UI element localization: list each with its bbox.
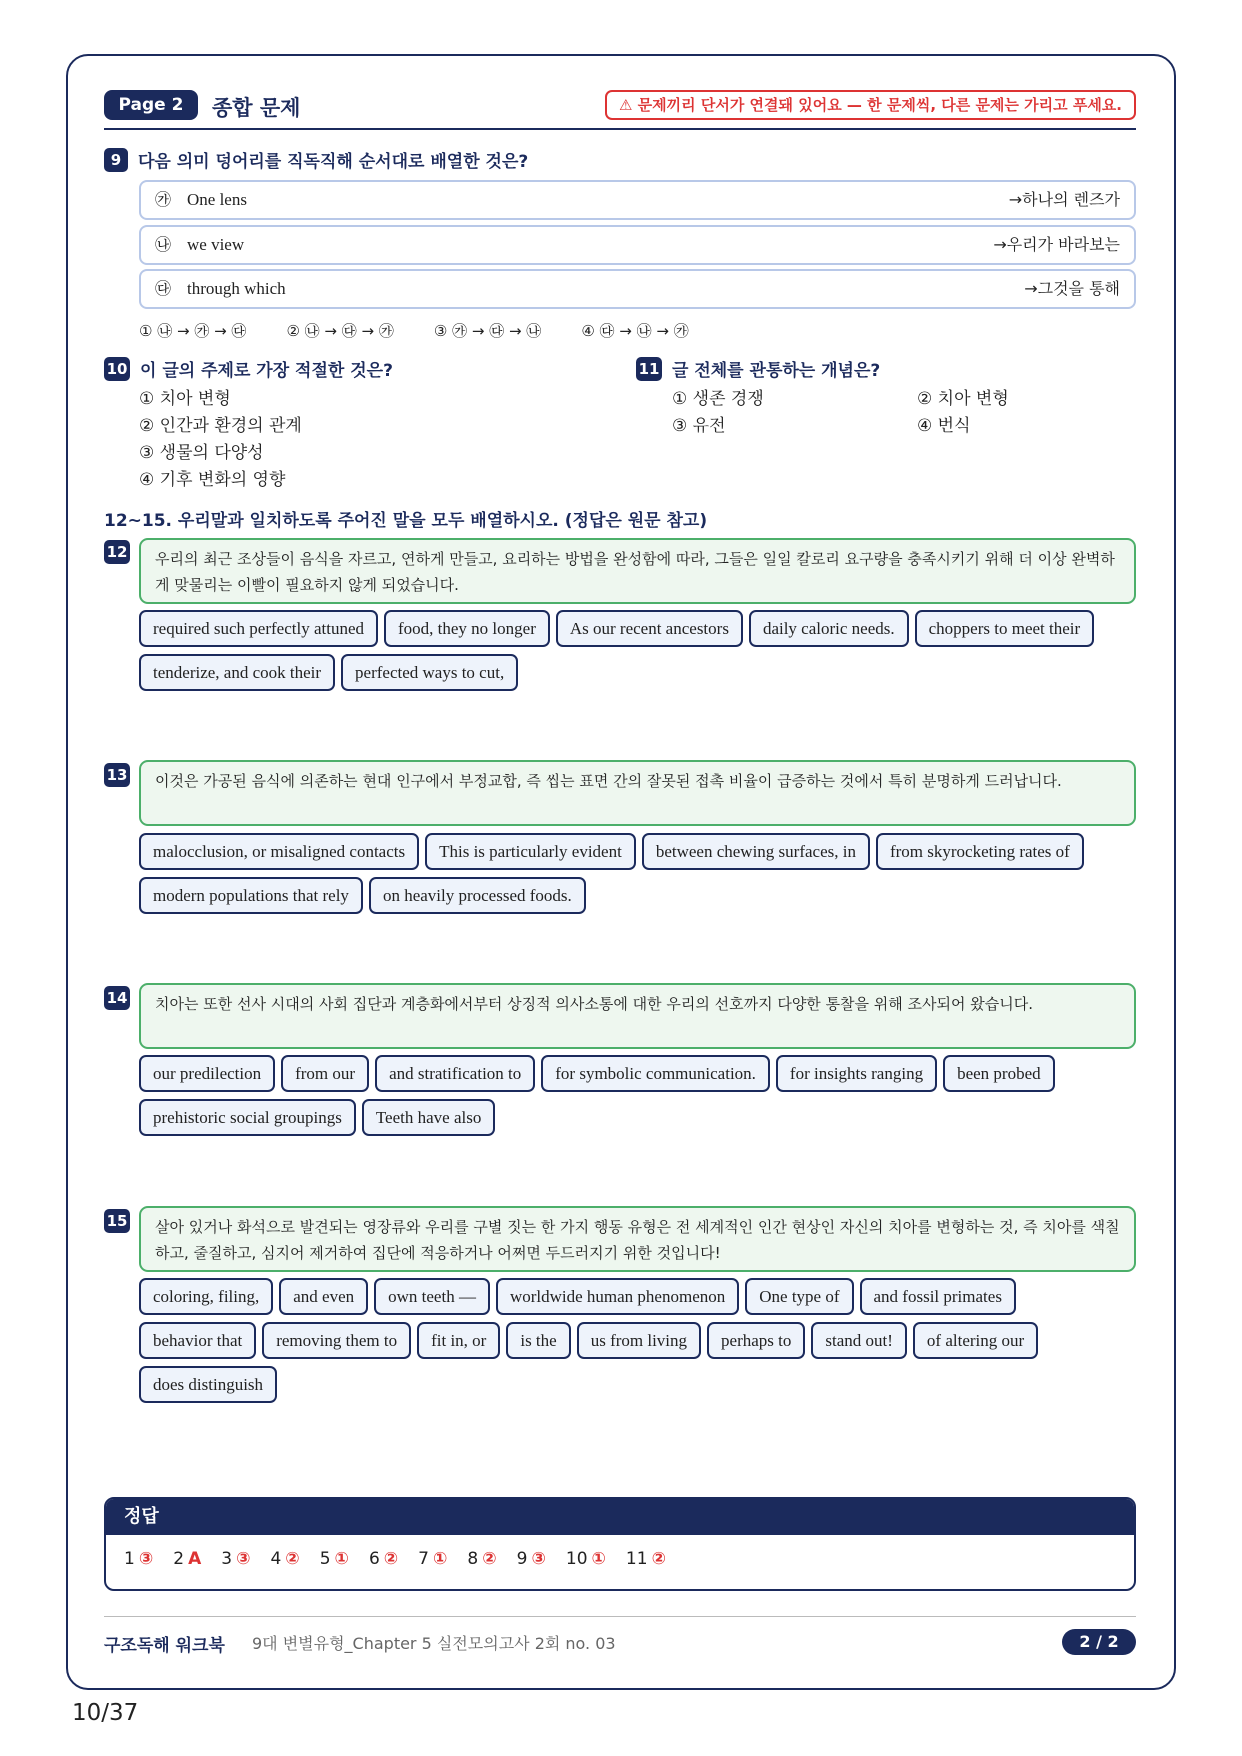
word-tile[interactable]: for insights ranging <box>776 1055 937 1092</box>
answer-item: 1 ③ <box>124 1549 154 1569</box>
answer-item: 10 ① <box>565 1549 606 1569</box>
word-tile[interactable]: and stratification to <box>375 1055 535 1092</box>
word-tile[interactable]: our predilection <box>139 1055 275 1092</box>
korean-sentence: 이것은 가공된 음식에 의존하는 현대 인구에서 부정교합, 즉 씹는 표면 간의 잘못된 접촉 비율이 급증하는 것에서 특히 분명하게 드러납니다. <box>139 760 1136 826</box>
answer-item: 4 ② <box>270 1549 300 1569</box>
word-tile[interactable]: been probed <box>943 1055 1055 1092</box>
chunk-mark: ㉯ <box>155 235 172 254</box>
chunk-mark: ㉰ <box>155 279 172 298</box>
page-badge: Page 2 <box>104 90 198 120</box>
answer-item: 5 ① <box>319 1549 349 1569</box>
question-number: 11 <box>636 357 662 381</box>
word-tile[interactable]: One type of <box>745 1278 853 1315</box>
word-tile[interactable]: for symbolic communication. <box>541 1055 770 1092</box>
page-header <box>104 90 1136 130</box>
answer-item: 8 ② <box>467 1549 497 1569</box>
question-11 <box>636 356 880 381</box>
word-tiles <box>139 1278 1139 1403</box>
korean-sentence: 살아 있거나 화석으로 발견되는 영장류와 우리를 구별 짓는 한 가지 행동 유형은 전 세계적인 인간 현상인 자신의 치아를 변형하는 것, 즉 치아를 색칠하고, 줄질하고, 심지어 제거하여 집단에 적응하거나 어쩌면 두드러지기 위한 것입니다! <box>139 1206 1136 1272</box>
page-counter: 10/37 <box>72 1700 139 1726</box>
word-tile[interactable]: daily caloric needs. <box>749 610 909 647</box>
word-tile[interactable]: fit in, or <box>417 1322 500 1359</box>
answer-item: 3 ③ <box>221 1549 251 1569</box>
option[interactable]: ④ 번식 <box>917 416 971 436</box>
word-tiles <box>139 610 1139 691</box>
chunk-mark: ㉮ <box>155 190 172 209</box>
word-tile[interactable]: perfected ways to cut, <box>341 654 518 691</box>
question-text: 글 전체를 관통하는 개념은? <box>672 361 881 381</box>
korean-sentence: 치아는 또한 선사 시대의 사회 집단과 계층화에서부터 상징적 의사소통에 대한 우리의 선호까지 다양한 통찰을 위해 조사되어 왔습니다. <box>139 983 1136 1049</box>
footer-description: 9대 변별유형_Chapter 5 실전모의고사 2회 no. 03 <box>252 1634 616 1653</box>
option[interactable]: ③ 생물의 다양성 <box>139 443 264 463</box>
option[interactable]: ② ㉯ → ㉰ → ㉮ <box>286 322 394 340</box>
option[interactable]: ④ 기후 변화의 영향 <box>139 470 286 490</box>
option[interactable]: ③ 유전 <box>672 416 726 436</box>
word-tile[interactable]: malocclusion, or misaligned contacts <box>139 833 419 870</box>
option[interactable]: ④ ㉰ → ㉯ → ㉮ <box>581 322 689 340</box>
word-tile[interactable]: Teeth have also <box>362 1099 496 1136</box>
word-tile[interactable]: own teeth — <box>374 1278 490 1315</box>
word-tile[interactable]: stand out! <box>811 1322 907 1359</box>
option[interactable]: ① 치아 변형 <box>139 389 231 409</box>
option[interactable]: ② 인간과 환경의 관계 <box>139 416 302 436</box>
word-tile[interactable]: removing them to <box>262 1322 411 1359</box>
word-tile[interactable]: perhaps to <box>707 1322 805 1359</box>
question-number: 15 <box>104 1209 130 1233</box>
question-number: 13 <box>104 763 130 787</box>
chunk-english: One lens <box>187 190 247 209</box>
instruction-text: 12~15. 우리말과 일치하도록 주어진 말을 모두 배열하시오. (정답은 원문 참고) <box>104 511 708 531</box>
word-tile[interactable]: This is particularly evident <box>425 833 636 870</box>
word-tile[interactable]: from skyrocketing rates of <box>876 833 1084 870</box>
answer-list <box>106 1535 1134 1569</box>
warning-banner: ⚠ 문제끼리 단서가 연결돼 있어요 — 한 문제씩, 다른 문제는 가리고 푸세요. <box>605 90 1136 120</box>
question-number: 14 <box>104 986 130 1010</box>
answer-key-title: 정답 <box>106 1499 1134 1535</box>
option[interactable]: ② 치아 변형 <box>917 389 1009 409</box>
section-title: 종합 문제 <box>212 96 301 120</box>
word-tile[interactable]: worldwide human phenomenon <box>496 1278 739 1315</box>
q10-options <box>139 386 302 494</box>
chunk-korean: →그것을 통해 <box>1024 279 1120 298</box>
question-9 <box>104 147 528 172</box>
word-tile[interactable]: choppers to meet their <box>915 610 1095 647</box>
chunk-row <box>139 269 1136 309</box>
word-tile[interactable]: and even <box>279 1278 368 1315</box>
answer-key <box>104 1497 1136 1591</box>
answer-item: 6 ② <box>368 1549 399 1569</box>
q9-options <box>139 320 689 341</box>
word-tile[interactable]: modern populations that rely <box>139 877 363 914</box>
question-10 <box>104 356 393 381</box>
q11-options <box>672 386 1117 440</box>
word-tile[interactable]: on heavily processed foods. <box>369 877 586 914</box>
word-tile[interactable]: required such perfectly attuned <box>139 610 378 647</box>
chunk-english: we view <box>187 235 245 254</box>
word-tile[interactable]: does distinguish <box>139 1366 277 1403</box>
word-tile[interactable]: behavior that <box>139 1322 256 1359</box>
word-tile[interactable]: between chewing surfaces, in <box>642 833 870 870</box>
option[interactable]: ① 생존 경쟁 <box>672 389 764 409</box>
word-tile[interactable]: coloring, filing, <box>139 1278 273 1315</box>
chunk-korean: →우리가 바라보는 <box>993 235 1120 254</box>
word-tile[interactable]: from our <box>281 1055 369 1092</box>
word-tile[interactable]: is the <box>506 1322 570 1359</box>
question-number: 12 <box>104 540 130 564</box>
word-tile[interactable]: and fossil primates <box>860 1278 1016 1315</box>
footer-brand: 구조독해 워크북 <box>104 1636 225 1656</box>
word-tile[interactable]: As our recent ancestors <box>556 610 743 647</box>
korean-sentence: 우리의 최근 조상들이 음식을 자르고, 연하게 만들고, 요리하는 방법을 완성함에 따라, 그들은 일일 칼로리 요구량을 충족시키기 위해 더 이상 완벽하게 맞물리는 이빨이 필요하지 않게 되었습니다. <box>139 538 1136 604</box>
chunk-english: through which <box>187 279 286 298</box>
answer-item: 9 ③ <box>516 1549 546 1569</box>
answer-item: 11 ② <box>625 1549 666 1569</box>
word-tiles <box>139 833 1139 914</box>
word-tile[interactable]: prehistoric social groupings <box>139 1099 356 1136</box>
question-number: 10 <box>104 357 130 381</box>
chunk-row <box>139 180 1136 220</box>
option[interactable]: ③ ㉮ → ㉰ → ㉯ <box>433 322 542 340</box>
option[interactable]: ① ㉯ → ㉮ → ㉰ <box>139 322 247 340</box>
chunk-korean: →하나의 렌즈가 <box>1008 190 1120 209</box>
answer-item: 2 A <box>173 1549 202 1569</box>
question-text: 다음 의미 덩어리를 직독직해 순서대로 배열한 것은? <box>138 152 529 172</box>
word-tiles <box>139 1055 1139 1136</box>
word-tile[interactable]: food, they no longer <box>384 610 550 647</box>
word-tile[interactable]: us from living <box>577 1322 701 1359</box>
question-text: 이 글의 주제로 가장 적절한 것은? <box>140 361 393 381</box>
word-tile[interactable]: tenderize, and cook their <box>139 654 335 691</box>
footer-page-badge: 2 / 2 <box>1062 1629 1136 1655</box>
chunk-row <box>139 225 1136 265</box>
question-number: 9 <box>104 148 128 172</box>
answer-item: 7 ① <box>418 1549 448 1569</box>
word-tile[interactable]: of altering our <box>913 1322 1038 1359</box>
page-footer <box>104 1616 1136 1656</box>
